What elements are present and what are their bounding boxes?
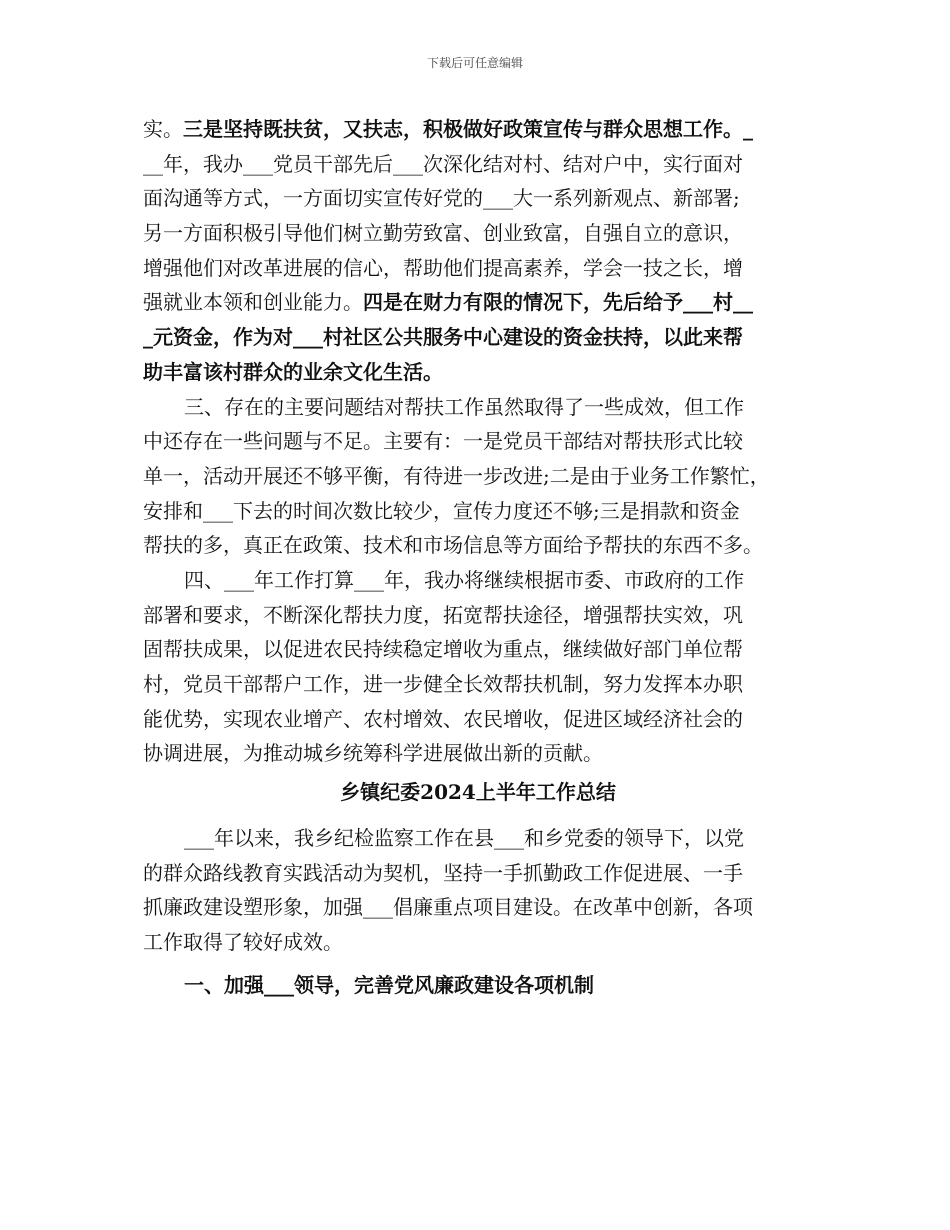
text-line: 另一方面积极引导他们树立勤劳致富、创业致富，自强自立的意识， — [143, 221, 743, 246]
text-line: 实。三是坚持既扶贫，又扶志，积极做好政策宣传与群众思想工作。_ — [143, 117, 753, 141]
text-line: 工作取得了较好成效。 — [143, 930, 343, 955]
text-line: __年，我办___党员干部先后___次深化结对村、结对户中，实行面对 — [143, 151, 743, 176]
paragraph-poverty-measures — [143, 112, 813, 390]
text-line: 增强他们对改革进展的信心，帮助他们提高素养，学会一技之长，增 — [143, 255, 743, 280]
text-line: _元资金，作为对___村社区公共服务中心建设的资金扶持，以此来帮 — [143, 325, 743, 350]
bold-point-four: 四是在财力有限的情况下，先后给予___村__ — [363, 290, 753, 315]
text-line: 安排和___下去的时间次数比较少，宣传力度还不够;三是捐款和资金 — [143, 498, 740, 523]
text-line: 帮扶的多，真正在政策、技术和市场信息等方面给予帮扶的东西不多。 — [143, 533, 763, 558]
paragraph-work-plan — [143, 563, 813, 771]
text-line: 中还存在一些问题与不足。主要有：一是党员干部结对帮扶形式比较 — [143, 429, 743, 454]
text-line: 的群众路线教育实践活动为契机，坚持一手抓勤政工作促进展、一手 — [143, 860, 743, 885]
text-line: 单一，活动开展还不够平衡，有待进一步改进;二是由于业务工作繁忙， — [143, 463, 770, 488]
text-line: 三、存在的主要问题结对帮扶工作虽然取得了一些成效，但工作 — [184, 394, 744, 419]
text-line: 协调进展，为推动城乡统筹科学进展做出新的贡献。 — [143, 741, 603, 766]
paragraph-main-problems — [143, 390, 813, 563]
bold-point-three: 三是坚持既扶贫，又扶志，积极做好政策宣传与群众思想工作。_ — [183, 117, 753, 141]
text-line: 能优势，实现农业增产、农村增效、农民增收，促进区域经济社会的 — [143, 706, 743, 731]
text-line: 抓廉政建设塑形象，加强___倡廉重点项目建设。在改革中创新，各项 — [143, 895, 753, 920]
section-heading: 一、加强___领导，完善党风廉政建设各项机制 — [184, 972, 594, 997]
text-line: 部署和要求，不断深化帮扶力度，拓宽帮扶途径，增强帮扶实效，巩 — [143, 602, 743, 627]
document-body — [143, 112, 813, 1002]
text-line: 面沟通等方式，一方面切实宣传好党的___大一系列新观点、新部署; — [143, 186, 740, 211]
page-header-note: 下载后可任意编辑 — [426, 56, 523, 70]
text-line: 助丰富该村群众的业余文化生活。 — [143, 359, 443, 384]
text-line: 村，党员干部帮户工作，进一步健全长效帮扶机制，努力发挥本办职 — [143, 672, 743, 696]
text-line: 四、___年工作打算___年，我办将继续根据市委、市政府的工作 — [184, 567, 744, 592]
text-line: ___年以来，我乡纪检监察工作在县___和乡党委的领导下，以党 — [184, 826, 744, 851]
text-line: 固帮扶成果，以促进农民持续稳定增收为重点，继续做好部门单位帮 — [143, 637, 743, 662]
text-line: 强就业本领和创业能力。四是在财力有限的情况下，先后给予___村__ — [143, 290, 753, 315]
paragraph-intro — [143, 821, 813, 960]
section-title: 乡镇纪委2024上半年工作总结 — [340, 780, 616, 805]
